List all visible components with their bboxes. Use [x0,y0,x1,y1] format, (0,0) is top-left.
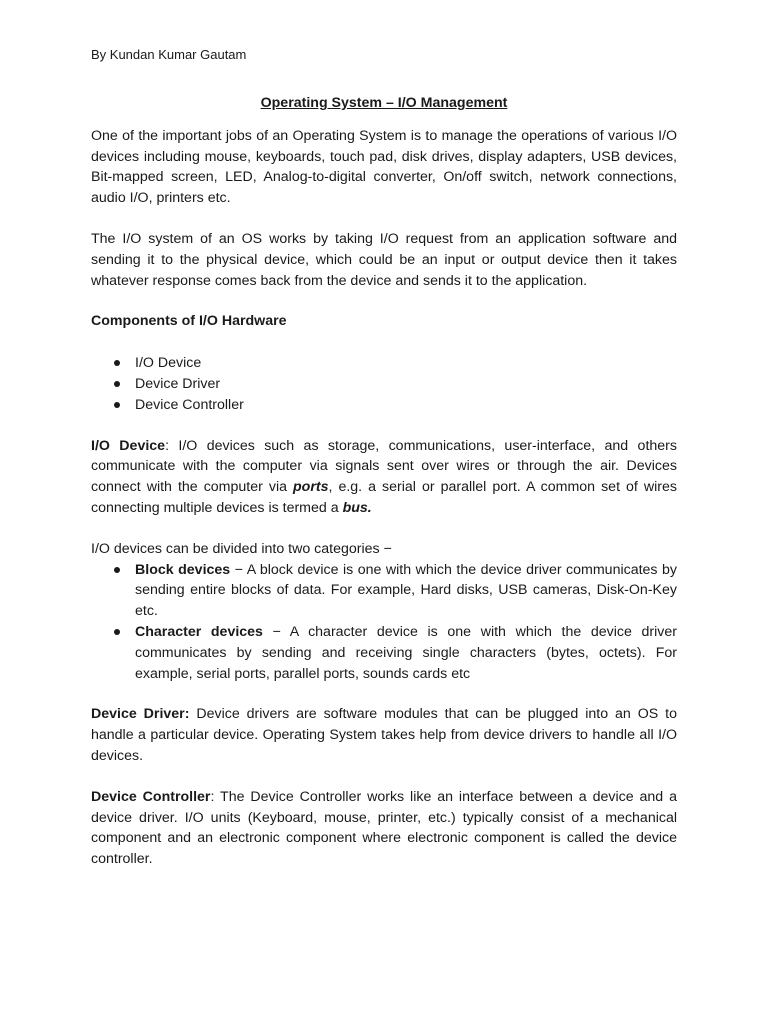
list-item: Device Controller [91,395,677,416]
block-devices-text: − A block device is one with which the device driver communicates by sending entire blocks of data. For example, Hard disks, USB cameras, Disk-On-Key etc. [135,561,678,620]
document-page [91,46,677,890]
categories-intro: I/O devices can be divided into two categories − [91,540,392,557]
device-driver-paragraph [91,704,677,766]
components-list [91,353,677,415]
device-controller-paragraph [91,787,677,870]
device-controller-text: : The Device Controller works like an interface between a device and a device driver. I/O units (Keyboard, mouse, printer, etc.) typically consist of a mechanical component and an electronic component where electronic component is called the device controller. [91,788,678,868]
device-controller-label: Device Controller [91,788,211,805]
categories-list [91,560,677,685]
bus-term: bus. [342,499,372,516]
io-device-text-2: , e.g. a serial or parallel port. A common set of wires connecting multiple devices is termed a [91,479,677,516]
device-driver-text: Device drivers are software modules that can be plugged into an OS to handle a particular device. Operating System takes help from device drivers to handle all I/O devices. [91,706,677,764]
io-device-label: I/O Device [91,437,166,454]
io-device-text-1: : I/O devices such as storage, communications, user-interface, and others communicate with the computer via signals sent over wires or through the air. Devices connect with the computer via [91,437,677,496]
character-devices-text: − A character device is one with which the device driver communicates by sending and receiving single characters (bytes, octets). For example, serial ports, parallel ports, sounds cards etc [135,623,677,682]
list-item [91,622,677,684]
intro-paragraph: One of the important jobs of an Operating System is to manage the operations of various I/O devices including mouse, keyboards, touch pad, disk drives, display adapters, USB devices, Bit-mapped screen, LED, Analog-to-digital converter, On/off switch, network connections, audio I/O, printers etc. [91,127,677,207]
block-devices-label: Block devices [135,561,231,578]
components-heading: Components of I/O Hardware [91,313,287,330]
document-title: Operating System – I/O Management [260,95,508,111]
io-device-paragraph [91,436,677,519]
character-devices-label: Character devices [135,623,263,640]
list-item: Device Driver [91,374,677,395]
list-item: I/O Device [91,353,677,374]
ports-term: ports [293,479,329,496]
device-driver-label: Device Driver: [91,706,190,723]
author-line: By Kundan Kumar Gautam [91,47,247,62]
io-system-paragraph: The I/O system of an OS works by taking I/O request from an application software and sending it to the physical device, which could be an input or output device then it takes whatever response comes back from the device and sends it to the application. [91,230,677,289]
list-item [91,560,677,622]
